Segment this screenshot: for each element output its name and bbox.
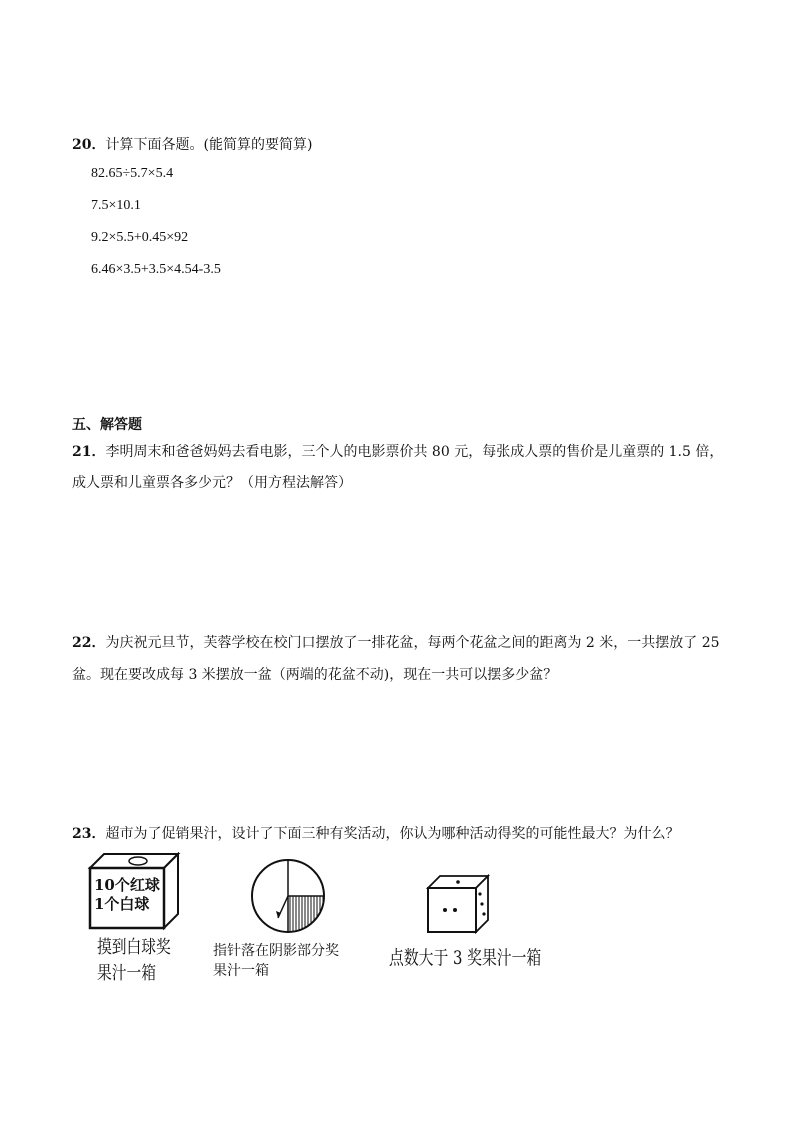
q22-line-1 [72, 632, 720, 652]
q21-line-1 [72, 441, 723, 461]
q20-expression-3: 9.2×5.5+0.45×92 [91, 230, 189, 245]
dice-icon [426, 874, 490, 934]
q20-number: 20． [72, 137, 106, 153]
ball-box-caption [97, 935, 171, 987]
q23-number: 23． [72, 826, 106, 842]
ball-box-line-1: 10个红球 [94, 876, 160, 894]
q21-line-2: 成人票和儿童票各多少元？（用方程法解答） [72, 475, 352, 491]
q20-expression-4: 6.46×3.5+3.5×4.54-3.5 [91, 262, 221, 277]
q22-number: 22． [72, 635, 106, 651]
q20-expression-2: 7.5×10.1 [91, 198, 141, 213]
ball-box-caption-line-1: 摸到白球奖 [97, 937, 171, 958]
dice-caption: 点数大于 3 奖果汁一箱 [389, 947, 542, 969]
spinner-figure [250, 858, 326, 934]
q21-number: 21． [72, 444, 106, 460]
spinner-caption-line-2: 果汁一箱 [213, 963, 269, 979]
q23-text: 超市为了促销果汁，设计了下面三种有奖活动，你认为哪种活动得奖的可能性最大？为什么？ [105, 826, 680, 842]
q20-expression-1: 82.65÷5.7×5.4 [91, 166, 174, 181]
ball-box-caption-line-2: 果汁一箱 [97, 963, 157, 984]
spinner-icon [250, 858, 326, 934]
q20-text: 计算下面各题。(能简算的要简算) [105, 137, 313, 153]
spinner-caption [213, 941, 339, 981]
ball-box-label [94, 876, 160, 914]
q22-line-2: 盆。现在要改成每 3 米摆放一盆（两端的花盆不动)，现在一共可以摆多少盆？ [72, 667, 558, 683]
ball-box-line-2: 1个白球 [94, 895, 150, 913]
q23-heading [72, 823, 679, 843]
q20-heading [72, 134, 312, 154]
dice-figure [426, 874, 490, 934]
q22-text-1: 为庆祝元旦节，芙蓉学校在校门口摆放了一排花盆，每两个花盆之间的距离为 2 米，一共摆放了 25 [105, 635, 720, 651]
q21-text-1: 李明周末和爸爸妈妈去看电影，三个人的电影票价共 80 元，每张成人票的售价是儿童票的 1.5 倍， [105, 444, 724, 460]
section-title: 五、解答题 [72, 417, 142, 433]
spinner-caption-line-1: 指针落在阴影部分奖 [213, 943, 339, 959]
